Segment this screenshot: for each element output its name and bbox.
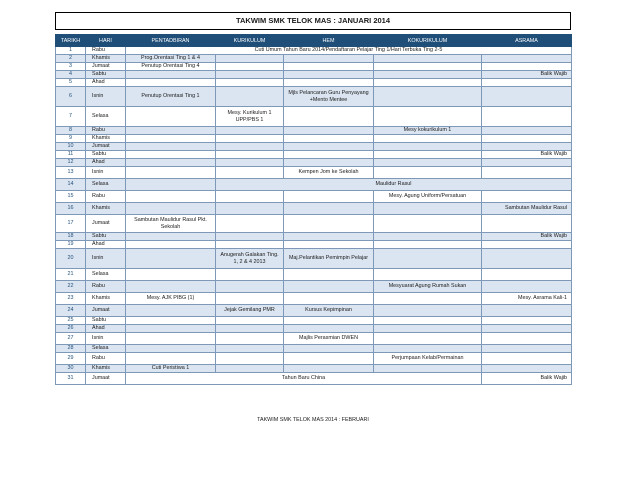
cell-hari: Rabu (86, 191, 126, 203)
cell-tarikh: 2 (56, 55, 86, 63)
cell-kurikulum (216, 159, 284, 167)
cell-tarikh: 24 (56, 305, 86, 317)
cell-tarikh: 10 (56, 143, 86, 151)
cell-kokurikulum (374, 79, 482, 87)
cell-pentadbiran (126, 135, 216, 143)
cell-kurikulum (216, 71, 284, 79)
footer-note: TAKWIM SMK TELOK MAS 2014 : FEBRUARI (257, 417, 369, 423)
cell-hari: Ahad (86, 325, 126, 333)
cell-tarikh: 8 (56, 127, 86, 135)
table-row (56, 345, 572, 353)
cell-kokurikulum (374, 143, 482, 151)
cell-hari: Rabu (86, 47, 126, 55)
cell-pentadbiran: Penutup Orentasi Ting 1 (126, 87, 216, 107)
cell-asrama (482, 127, 572, 135)
cell-hem (284, 151, 374, 159)
cell-pentadbiran (126, 269, 216, 281)
col-header-kokurikulum: KOKURIKULUM (374, 35, 482, 47)
cell-hem (284, 135, 374, 143)
table-row (56, 203, 572, 215)
cell-asrama (482, 365, 572, 373)
calendar-table (55, 34, 572, 385)
cell-kokurikulum (374, 135, 482, 143)
cell-kurikulum (216, 55, 284, 63)
table-row (56, 269, 572, 281)
cell-kokurikulum (374, 233, 482, 241)
cell-hem (284, 269, 374, 281)
cell-pentadbiran (126, 353, 216, 365)
cell-hem: Kursus Kepimpinan (284, 305, 374, 317)
cell-kokurikulum (374, 107, 482, 127)
cell-kokurikulum (374, 325, 482, 333)
cell-tarikh: 5 (56, 79, 86, 87)
cell-hari: Sabtu (86, 233, 126, 241)
table-row (56, 333, 572, 345)
cell-kurikulum (216, 241, 284, 249)
cell-kurikulum (216, 191, 284, 203)
table-row (56, 127, 572, 135)
table-row (56, 293, 572, 305)
cell-event-span: Cuti Umum Tahun Baru 2014/Pendaftaran Pelajar Ting 1/Hari Terbuka Ting 2-5 (126, 47, 572, 55)
cell-hari: Selasa (86, 107, 126, 127)
cell-kokurikulum (374, 249, 482, 269)
cell-kurikulum (216, 143, 284, 151)
cell-kurikulum (216, 63, 284, 71)
cell-pentadbiran (126, 151, 216, 159)
cell-hari: Jumaat (86, 143, 126, 151)
cell-tarikh: 12 (56, 159, 86, 167)
cell-hem (284, 293, 374, 305)
cell-hari: Sabtu (86, 151, 126, 159)
cell-kokurikulum: Mesy kokurikulum 1 (374, 127, 482, 135)
table-row (56, 215, 572, 233)
cell-hem: Kempen Jom ke Sekolah (284, 167, 374, 179)
cell-asrama (482, 325, 572, 333)
cell-kokurikulum: Mesy. Agung Uniform/Persatuan (374, 191, 482, 203)
cell-asrama (482, 79, 572, 87)
cell-hari: Rabu (86, 353, 126, 365)
cell-tarikh: 4 (56, 71, 86, 79)
cell-pentadbiran (126, 107, 216, 127)
cell-kokurikulum: Perjumpaan Kelab/Permainan (374, 353, 482, 365)
cell-kokurikulum (374, 269, 482, 281)
cell-pentadbiran (126, 233, 216, 241)
cell-hari: Ahad (86, 79, 126, 87)
cell-kokurikulum (374, 345, 482, 353)
table-row (56, 167, 572, 179)
cell-kokurikulum (374, 241, 482, 249)
cell-kokurikulum (374, 365, 482, 373)
cell-tarikh: 6 (56, 87, 86, 107)
cell-pentadbiran (126, 71, 216, 79)
cell-kokurikulum (374, 203, 482, 215)
cell-tarikh: 11 (56, 151, 86, 159)
cell-kokurikulum (374, 87, 482, 107)
cell-asrama (482, 269, 572, 281)
table-row (56, 241, 572, 249)
cell-hari: Jumaat (86, 305, 126, 317)
col-header-hari: HARI (86, 35, 126, 47)
cell-kurikulum (216, 87, 284, 107)
table-row (56, 317, 572, 325)
cell-asrama: Balik Wajib (482, 233, 572, 241)
cell-tarikh: 13 (56, 167, 86, 179)
cell-pentadbiran (126, 143, 216, 151)
cell-hari: Isnin (86, 87, 126, 107)
cell-asrama (482, 191, 572, 203)
cell-pentadbiran (126, 127, 216, 135)
cell-asrama (482, 345, 572, 353)
table-row (56, 159, 572, 167)
table-row (56, 373, 572, 385)
cell-kurikulum (216, 135, 284, 143)
cell-hem (284, 241, 374, 249)
cell-hem (284, 143, 374, 151)
cell-asrama (482, 143, 572, 151)
cell-kurikulum (216, 233, 284, 241)
cell-tarikh: 29 (56, 353, 86, 365)
cell-kokurikulum (374, 167, 482, 179)
cell-hari: Khamis (86, 203, 126, 215)
cell-asrama (482, 159, 572, 167)
cell-kokurikulum (374, 151, 482, 159)
table-row (56, 233, 572, 241)
cell-hari: Jumaat (86, 215, 126, 233)
cell-hem (284, 317, 374, 325)
table-row (56, 179, 572, 191)
cell-hari: Sabtu (86, 317, 126, 325)
cell-hem (284, 107, 374, 127)
cell-pentadbiran (126, 333, 216, 345)
cell-hem (284, 353, 374, 365)
cell-pentadbiran (126, 325, 216, 333)
cell-hem: Maj.Pelantikan Pemimpin Pelajar (284, 249, 374, 269)
cell-hari: Khamis (86, 293, 126, 305)
col-header-tarikh: TARIKH (56, 35, 86, 47)
page-title: TAKWIM SMK TELOK MAS : JANUARI 2014 (55, 12, 571, 30)
cell-pentadbiran (126, 159, 216, 167)
cell-hem (284, 191, 374, 203)
cell-tarikh: 9 (56, 135, 86, 143)
table-row (56, 191, 572, 203)
col-header-hem: HEM (284, 35, 374, 47)
table-row (56, 47, 572, 55)
cell-kokurikulum (374, 333, 482, 345)
cell-asrama (482, 333, 572, 345)
cell-pentadbiran (126, 249, 216, 269)
cell-hari: Isnin (86, 333, 126, 345)
cell-hem: Majlis Perasmian DWEN (284, 333, 374, 345)
cell-tarikh: 27 (56, 333, 86, 345)
cell-hari: Ahad (86, 241, 126, 249)
cell-event-span: Maulidur Rasul (216, 179, 572, 191)
cell-asrama: Balik Wajib (482, 151, 572, 159)
cell-kokurikulum (374, 317, 482, 325)
cell-hari: Ahad (86, 159, 126, 167)
cell-asrama (482, 249, 572, 269)
cell-asrama (482, 241, 572, 249)
cell-hem (284, 281, 374, 293)
cell-asrama (482, 135, 572, 143)
cell-hari: Khamis (86, 55, 126, 63)
cell-hari: Jumaat (86, 373, 126, 385)
table-row (56, 63, 572, 71)
cell-hem (284, 71, 374, 79)
cell-pentadbiran (126, 317, 216, 325)
cell-tarikh: 3 (56, 63, 86, 71)
cell-asrama (482, 317, 572, 325)
cell-tarikh: 23 (56, 293, 86, 305)
cell-kurikulum (216, 79, 284, 87)
table-row (56, 365, 572, 373)
cell-hari: Rabu (86, 127, 126, 135)
cell-hem (284, 325, 374, 333)
cell-pentadbiran (126, 241, 216, 249)
table-row (56, 87, 572, 107)
cell-hari: Jumaat (86, 63, 126, 71)
cell-tarikh: 28 (56, 345, 86, 353)
cell-kurikulum (216, 365, 284, 373)
cell-tarikh: 31 (56, 373, 86, 385)
cell-kurikulum: Jejak Gemilang PMR (216, 305, 284, 317)
cell-kokurikulum: Mesyuarat Agung Rumah Sukan (374, 281, 482, 293)
cell-hari: Selasa (86, 179, 126, 191)
cell-asrama (482, 107, 572, 127)
cell-tarikh: 21 (56, 269, 86, 281)
table-row (56, 143, 572, 151)
cell-asrama: Balik Wajib (482, 373, 572, 385)
table-row (56, 135, 572, 143)
cell-hari: Selasa (86, 269, 126, 281)
cell-asrama (482, 55, 572, 63)
cell-kurikulum (216, 281, 284, 293)
cell-hari: Isnin (86, 167, 126, 179)
cell-hem (284, 63, 374, 71)
cell-tarikh: 14 (56, 179, 86, 191)
cell-kokurikulum (374, 159, 482, 167)
table-row (56, 353, 572, 365)
cell-asrama: Sambutan Maulidur Rasul (482, 203, 572, 215)
cell-kurikulum (216, 127, 284, 135)
cell-hari: Sabtu (86, 71, 126, 79)
cell-kurikulum: Mesy. Kurikulum 1 UPP/PBS 1 (216, 107, 284, 127)
cell-pentadbiran (126, 167, 216, 179)
cell-pentadbiran (126, 345, 216, 353)
cell-kurikulum (216, 317, 284, 325)
cell-kurikulum (216, 203, 284, 215)
cell-kurikulum (216, 293, 284, 305)
cell-tarikh: 30 (56, 365, 86, 373)
table-row (56, 55, 572, 63)
cell-pentadbiran: Penutup Orentasi Ting 4 (126, 63, 216, 71)
cell-tarikh: 15 (56, 191, 86, 203)
cell-hem (284, 127, 374, 135)
cell-kokurikulum (374, 293, 482, 305)
cell-hem (284, 55, 374, 63)
cell-kokurikulum (374, 71, 482, 79)
cell-hem (284, 365, 374, 373)
cell-hem (284, 203, 374, 215)
col-header-kurikulum: KURIKULUM (216, 35, 284, 47)
table-row (56, 249, 572, 269)
cell-hari: Rabu (86, 281, 126, 293)
cell-kokurikulum (374, 55, 482, 63)
table-row (56, 151, 572, 159)
cell-tarikh: 25 (56, 317, 86, 325)
table-row (56, 305, 572, 317)
cell-pentadbiran (126, 203, 216, 215)
cell-kurikulum (216, 333, 284, 345)
cell-kurikulum (216, 325, 284, 333)
cell-tarikh: 7 (56, 107, 86, 127)
table-row (56, 71, 572, 79)
cell-kurikulum (216, 345, 284, 353)
table-row (56, 79, 572, 87)
cell-event-span: Tahun Baru China (126, 373, 482, 385)
cell-tarikh: 26 (56, 325, 86, 333)
col-header-asrama: ASRAMA (482, 35, 572, 47)
cell-hari: Khamis (86, 365, 126, 373)
cell-kokurikulum (374, 63, 482, 71)
cell-asrama: Mesy. Asrama Kali-1 (482, 293, 572, 305)
cell-hem (284, 79, 374, 87)
cell-kurikulum (216, 353, 284, 365)
cell-asrama: Balik Wajib (482, 71, 572, 79)
cell-kurikulum (216, 151, 284, 159)
cell-asrama (482, 353, 572, 365)
cell-asrama (482, 87, 572, 107)
cell-kurikulum (216, 215, 284, 233)
cell-hari: Isnin (86, 249, 126, 269)
cell-pentadbiran (126, 281, 216, 293)
table-row (56, 281, 572, 293)
cell-kurikulum: Anugerah Galakan Ting. 1, 2 & 4 2013 (216, 249, 284, 269)
cell-asrama (482, 281, 572, 293)
cell-asrama (482, 305, 572, 317)
col-header-pentadbiran: PENTADBIRAN (126, 35, 216, 47)
cell-kurikulum (216, 167, 284, 179)
cell-hem (284, 233, 374, 241)
cell-tarikh: 1 (56, 47, 86, 55)
header-row (56, 35, 572, 47)
cell-pentadbiran (126, 191, 216, 203)
cell-hem (284, 159, 374, 167)
cell-tarikh: 16 (56, 203, 86, 215)
cell-tarikh: 20 (56, 249, 86, 269)
cell-kurikulum (216, 269, 284, 281)
cell-tarikh: 17 (56, 215, 86, 233)
cell-hem: Mjls Pelancaran Guru Penyayang +Mento Mentee (284, 87, 374, 107)
cell-pentadbiran: Cuti Peristiwa 1 (126, 365, 216, 373)
cell-pentadbiran (126, 305, 216, 317)
cell-pentadbiran (126, 179, 216, 191)
cell-hari: Selasa (86, 345, 126, 353)
cell-tarikh: 18 (56, 233, 86, 241)
cell-hari: Khamis (86, 135, 126, 143)
cell-asrama (482, 215, 572, 233)
cell-pentadbiran: Sambutan Maulidur Rasul Pkt. Sekolah (126, 215, 216, 233)
cell-asrama (482, 63, 572, 71)
cell-hem (284, 345, 374, 353)
cell-tarikh: 22 (56, 281, 86, 293)
cell-tarikh: 19 (56, 241, 86, 249)
cell-pentadbiran: Prog.Orentasi Ting 1 & 4 (126, 55, 216, 63)
table-row (56, 107, 572, 127)
cell-pentadbiran: Mesy. AJK PIBG (1) (126, 293, 216, 305)
cell-kokurikulum (374, 305, 482, 317)
cell-kokurikulum (374, 215, 482, 233)
table-row (56, 325, 572, 333)
cell-hem (284, 215, 374, 233)
cell-pentadbiran (126, 79, 216, 87)
cell-asrama (482, 167, 572, 179)
